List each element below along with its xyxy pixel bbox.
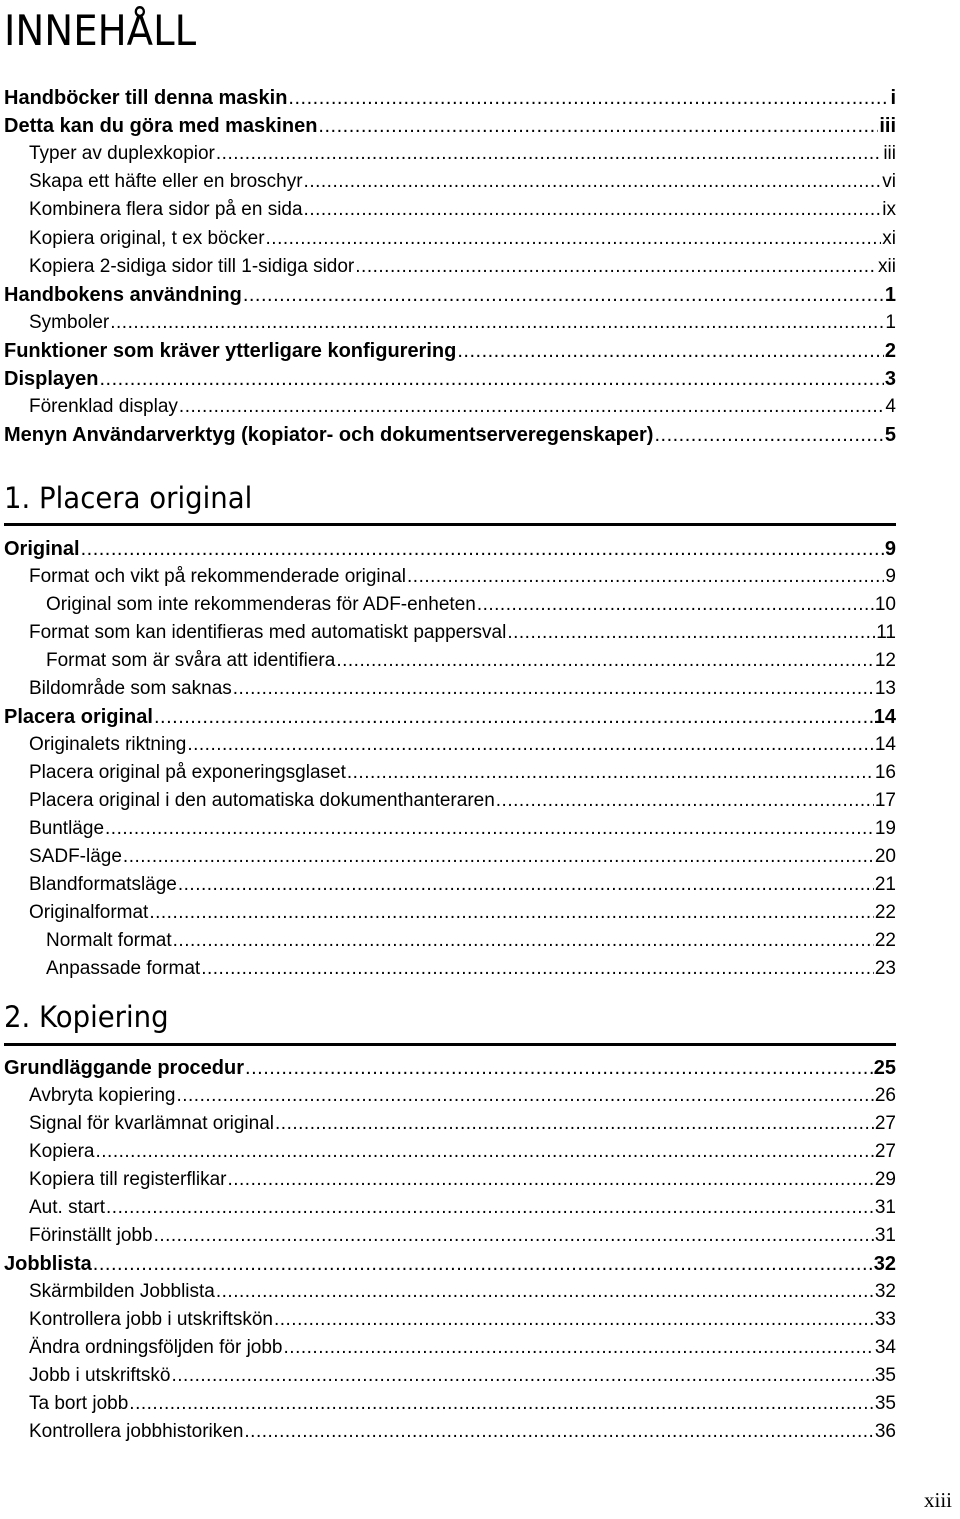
toc-entry[interactable]: [4, 704, 896, 730]
dot-leader: [654, 422, 883, 448]
toc-entry[interactable]: [29, 141, 896, 167]
toc-entry-page: 31: [874, 1197, 896, 1218]
dot-leader: [201, 956, 874, 982]
toc-entry[interactable]: [29, 816, 896, 842]
toc-entry-page: xi: [882, 227, 896, 249]
dot-leader: [233, 676, 874, 702]
toc-entry-title: Anpassade format: [46, 958, 201, 979]
chapter-2-rule: [4, 1043, 896, 1046]
toc-entry-page: xii: [878, 255, 896, 277]
dot-leader: [105, 816, 874, 842]
toc-entry-title: Kontrollera jobbhistoriken: [29, 1421, 244, 1442]
toc-entry[interactable]: [4, 366, 896, 392]
toc-entry-page: 26: [874, 1085, 896, 1106]
dot-leader: [154, 1223, 874, 1249]
dot-leader: [172, 1363, 874, 1389]
toc-entry-title: Förinställt jobb: [29, 1225, 153, 1246]
chapter-2-heading: [4, 1000, 896, 1034]
toc-entry-page: 31: [874, 1225, 896, 1246]
dot-leader: [245, 1055, 873, 1081]
dot-leader: [457, 338, 884, 364]
toc-entry-title: Typer av duplexkopior: [29, 143, 215, 165]
toc-entry-page: iii: [879, 115, 896, 138]
toc-entry[interactable]: [46, 648, 896, 674]
toc-entry-page: 22: [874, 930, 896, 951]
toc-entry-title: Placera original på exponeringsglaset: [29, 762, 346, 783]
toc-entry[interactable]: [29, 226, 896, 252]
toc-entry[interactable]: [4, 536, 896, 562]
toc-entry[interactable]: [29, 310, 896, 336]
toc-entry[interactable]: [29, 760, 896, 786]
toc-entry-page: 5: [884, 424, 896, 447]
chapter-1-heading: [4, 481, 896, 515]
toc-entry-title: Skapa ett häfte eller en broschyr: [29, 171, 303, 193]
toc-entry-page: 20: [874, 846, 896, 867]
toc-entry-title: Jobb i utskriftskö: [29, 1365, 171, 1386]
dot-leader: [129, 1391, 874, 1417]
dot-leader: [347, 760, 874, 786]
dot-leader: [110, 310, 884, 336]
dot-leader: [407, 564, 884, 590]
toc-entry[interactable]: [29, 169, 896, 195]
dot-leader: [173, 928, 874, 954]
toc-entry-title: Kopiera: [29, 1141, 95, 1162]
toc-entry-title: Format som kan identifieras med automatiskt pappersval: [29, 622, 507, 643]
toc-entry[interactable]: [29, 1139, 896, 1165]
toc-entry[interactable]: [29, 197, 896, 223]
toc-entry-page: 34: [874, 1337, 896, 1358]
toc-entry-title: Handbokens användning: [4, 283, 242, 306]
toc-entry-page: 16: [874, 762, 896, 783]
toc-entry-page: 22: [874, 902, 896, 923]
toc-entry[interactable]: [29, 788, 896, 814]
toc-entry-page: 1: [885, 311, 896, 333]
dot-leader: [178, 872, 874, 898]
toc-entry[interactable]: [29, 1335, 896, 1361]
dot-leader: [355, 254, 877, 280]
toc-entry-title: Placera original: [4, 706, 153, 728]
toc-entry-title: Handböcker till denna maskin: [4, 87, 288, 109]
dot-leader: [216, 1279, 874, 1305]
toc-entry-page: 29: [874, 1169, 896, 1190]
toc-entry[interactable]: [29, 676, 896, 702]
toc-entry[interactable]: [46, 592, 896, 618]
toc-entry[interactable]: [29, 1391, 896, 1417]
toc-entry[interactable]: [46, 956, 896, 982]
toc-entry[interactable]: [46, 928, 896, 954]
toc-entry-page: 13: [874, 678, 896, 699]
toc-entry-page: 32: [874, 1281, 896, 1302]
toc-entry-page: 35: [874, 1393, 896, 1414]
dot-leader: [507, 620, 875, 646]
toc-entry[interactable]: [4, 422, 896, 448]
toc-entry-title: Kontrollera jobb i utskriftskön: [29, 1309, 273, 1330]
toc-entry[interactable]: [29, 564, 896, 590]
toc-entry-title: Original som inte rekommenderas för ADF-enheten: [46, 594, 476, 615]
toc-entry-page: 27: [874, 1141, 896, 1162]
toc-entry[interactable]: [29, 844, 896, 870]
toc-entry-page: 33: [874, 1309, 896, 1330]
toc-entry-title: Format som är svåra att identifiera: [46, 650, 336, 671]
page-title: INNEHÅLL: [4, 6, 197, 55]
chapter-2-title: 2. Kopiering: [4, 1000, 169, 1034]
toc-entry[interactable]: [4, 1055, 896, 1081]
toc-entry[interactable]: [4, 85, 896, 111]
toc-entry[interactable]: [29, 1363, 896, 1389]
toc-entry-title: Original: [4, 538, 80, 560]
toc-entry-title: Avbryta kopiering: [29, 1085, 176, 1106]
toc-entry-page: 2: [884, 339, 896, 362]
toc-entry-title: Kopiera 2-sidiga sidor till 1-sidiga sidor: [29, 255, 355, 277]
dot-leader: [284, 1335, 874, 1361]
toc-entry-page: 12: [874, 650, 896, 671]
toc-entry-page: iii: [883, 143, 896, 165]
toc-entry-title: Aut. start: [29, 1197, 106, 1218]
toc-entry-title: Kombinera flera sidor på en sida: [29, 199, 303, 221]
toc-entry-title: Format och vikt på rekommenderade original: [29, 566, 407, 587]
toc-entry[interactable]: [29, 872, 896, 898]
toc-entry[interactable]: [29, 900, 896, 926]
dot-leader: [227, 1167, 873, 1193]
toc-entry-page: 11: [876, 622, 896, 643]
dot-leader: [149, 900, 874, 926]
toc-entry-title: Normalt format: [46, 930, 172, 951]
toc-entry-title: Ändra ordningsföljden för jobb: [29, 1337, 283, 1358]
toc-entry-title: Originalets riktning: [29, 734, 187, 755]
toc-entry[interactable]: [4, 338, 896, 364]
toc-entry[interactable]: [29, 732, 896, 758]
dot-leader: [318, 113, 878, 139]
dot-leader: [288, 85, 889, 111]
toc-entry[interactable]: [29, 254, 896, 280]
toc-entry-page: 32: [873, 1253, 896, 1275]
toc-entry-page: 1: [884, 283, 896, 306]
toc-entry-title: Signal för kvarlämnat original: [29, 1113, 275, 1134]
toc-entry-title: Kopiera till registerflikar: [29, 1169, 227, 1190]
toc-entry-page: 9: [884, 538, 896, 560]
toc-entry-title: Menyn Användarverktyg (kopiator- och dokumentserveregenskaper): [4, 424, 654, 447]
toc-entry[interactable]: [4, 282, 896, 308]
dot-leader: [477, 592, 874, 618]
dot-leader: [275, 1111, 874, 1137]
toc-entry-title: Ta bort jobb: [29, 1393, 129, 1414]
dot-leader: [274, 1307, 874, 1333]
toc-entry-title: Jobblista: [4, 1253, 92, 1275]
toc-entry-title: Skärmbilden Jobblista: [29, 1281, 215, 1302]
toc-entry-page: 35: [874, 1365, 896, 1386]
toc-entry[interactable]: [29, 1307, 896, 1333]
toc-entry[interactable]: [29, 1279, 896, 1305]
dot-leader: [304, 197, 882, 223]
toc-entry-page: vi: [882, 171, 896, 193]
toc-entry[interactable]: [29, 1083, 896, 1109]
dot-leader: [216, 141, 882, 167]
dot-leader: [93, 1251, 873, 1277]
toc-entry-title: SADF-läge: [29, 846, 122, 867]
toc-entry[interactable]: [29, 1111, 896, 1137]
toc-entry-title: Funktioner som kräver ytterligare konfigurering: [4, 339, 457, 362]
chapter-1-title: 1. Placera original: [4, 481, 253, 515]
toc-entry-title: Blandformatsläge: [29, 874, 177, 895]
dot-leader: [81, 536, 884, 562]
toc-entry-page: 23: [874, 958, 896, 979]
toc-entry-title: Originalformat: [29, 902, 149, 923]
dot-leader: [154, 704, 873, 730]
toc-entry-title: Kopiera original, t ex böcker: [29, 227, 265, 249]
chapter-1-rule: [4, 523, 896, 526]
toc-entry-page: 17: [874, 790, 896, 811]
toc-entry-page: i: [890, 87, 896, 109]
toc-entry-page: ix: [882, 199, 896, 221]
dot-leader: [496, 788, 874, 814]
dot-leader: [304, 169, 882, 195]
dot-leader: [106, 1195, 874, 1221]
toc-entry[interactable]: [4, 1251, 896, 1277]
toc-entry[interactable]: [29, 1167, 896, 1193]
toc-entry-page: 3: [884, 368, 896, 390]
dot-leader: [336, 648, 874, 674]
toc-entry[interactable]: [29, 1419, 896, 1445]
toc-entry-title: Buntläge: [29, 818, 105, 839]
toc-entry[interactable]: [4, 113, 896, 139]
toc-entry-title: Förenklad display: [29, 396, 178, 418]
toc-entry-title: Grundläggande procedur: [4, 1057, 245, 1079]
toc-entry-page: 10: [874, 594, 896, 615]
toc-entry-title: Placera original i den automatiska dokumenthanteraren: [29, 790, 495, 811]
dot-leader: [187, 732, 874, 758]
toc-entry-page: 19: [874, 818, 896, 839]
toc-entry-title: Displayen: [4, 368, 99, 390]
dot-leader: [123, 844, 874, 870]
dot-leader: [176, 1083, 873, 1109]
dot-leader: [243, 282, 884, 308]
dot-leader: [99, 366, 883, 392]
toc-entry-page: 4: [885, 396, 896, 418]
toc-entry[interactable]: [29, 620, 896, 646]
toc-entry[interactable]: [29, 1223, 896, 1249]
dot-leader: [266, 226, 882, 252]
toc-entry-title: Symboler: [29, 311, 110, 333]
toc-entry-page: 14: [873, 706, 896, 728]
dot-leader: [96, 1139, 874, 1165]
dot-leader: [179, 394, 885, 420]
toc-entry-page: 14: [874, 734, 896, 755]
toc-entry-page: 25: [873, 1057, 896, 1079]
dot-leader: [244, 1419, 873, 1445]
toc-entry-page: 21: [874, 874, 896, 895]
toc-entry-title: Detta kan du göra med maskinen: [4, 115, 318, 138]
toc-entry[interactable]: [29, 394, 896, 420]
toc-entry-title: Bildområde som saknas: [29, 678, 232, 699]
toc-entry[interactable]: [29, 1195, 896, 1221]
page-number: xiii: [923, 1488, 952, 1512]
toc-entry-page: 27: [874, 1113, 896, 1134]
toc-entry-page: 9: [885, 566, 896, 587]
toc-entry-page: 36: [874, 1421, 896, 1442]
